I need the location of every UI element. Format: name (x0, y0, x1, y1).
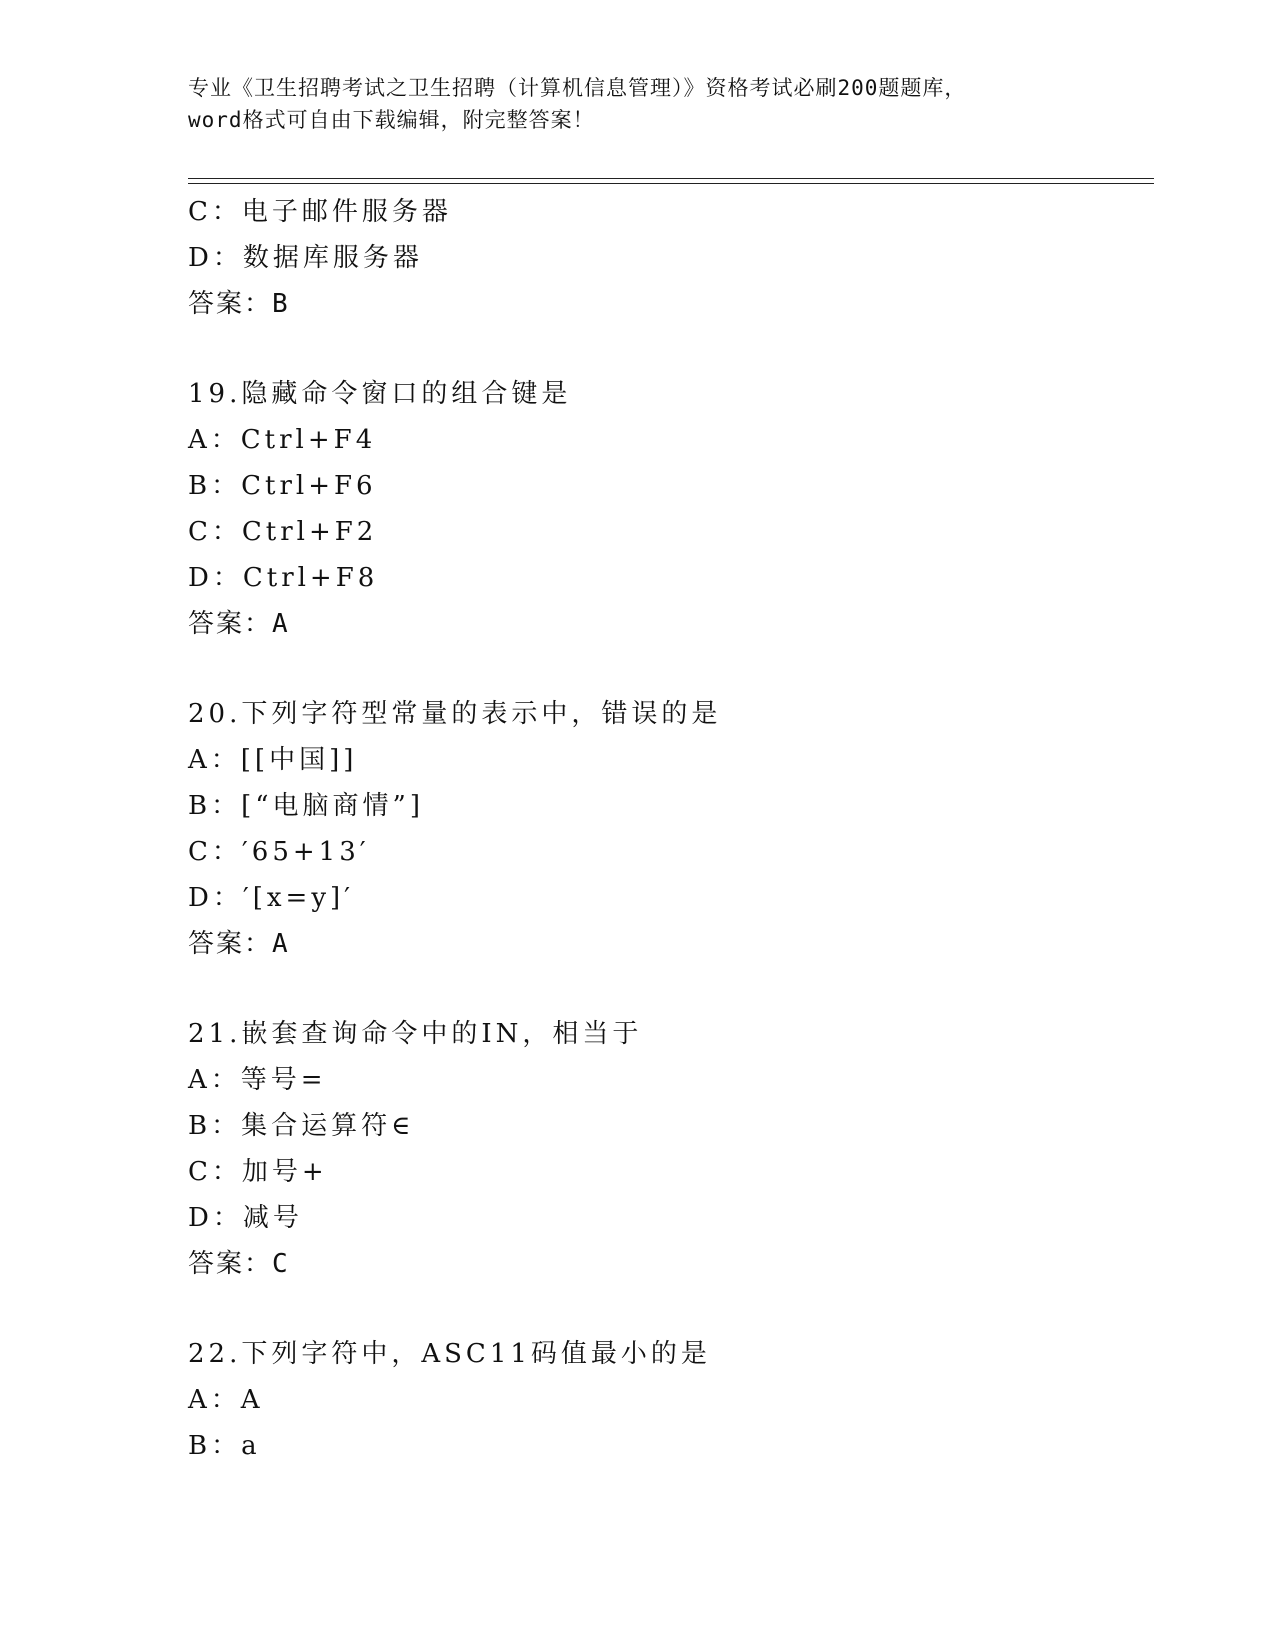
option-a: A：A (188, 1385, 264, 1415)
document-body (188, 189, 1138, 1469)
question-text: 20.下列字符型常量的表示中，错误的是 (188, 699, 722, 729)
header-line-1: 专业《卫生招聘考试之卫生招聘（计算机信息管理）》资格考试必刷200题题库， (188, 76, 967, 100)
option-a: A：[[中国]] (188, 745, 358, 775)
document-header (188, 72, 1088, 136)
option-a: A：等号= (188, 1065, 327, 1095)
header-divider-bottom (188, 183, 1154, 184)
option-d: D：Ctrl+F8 (188, 563, 379, 593)
question-20 (188, 691, 1138, 967)
answer-line: 答案：A (188, 929, 290, 959)
question-21 (188, 1011, 1138, 1287)
option-a: A：Ctrl+F4 (188, 425, 377, 455)
question-text: 19.隐藏命令窗口的组合键是 (188, 379, 572, 409)
question-22 (188, 1331, 1138, 1469)
question-text: 21.嵌套查询命令中的IN，相当于 (188, 1019, 643, 1049)
option-b: B：[“电脑商情”] (188, 791, 424, 821)
option-c: C：′65+13′ (188, 837, 370, 867)
question-19 (188, 371, 1138, 647)
answer-line: 答案：C (188, 1249, 290, 1279)
option-c: C：Ctrl+F2 (188, 517, 378, 547)
option-b: B：a (188, 1431, 261, 1461)
header-line-2: word格式可自由下载编辑，附完整答案！ (188, 108, 595, 132)
option-b: B：集合运算符∈ (188, 1111, 415, 1141)
option-d: D：′[x=y]′ (188, 883, 355, 913)
option-d: D：数据库服务器 (188, 243, 423, 273)
option-c: C：加号+ (188, 1157, 328, 1187)
option-b: B：Ctrl+F6 (188, 471, 377, 501)
option-c: C：电子邮件服务器 (188, 197, 452, 227)
option-d: D：减号 (188, 1203, 303, 1233)
previous-question-tail (188, 189, 1138, 327)
answer-line: 答案：A (188, 609, 290, 639)
answer-line: 答案：B (188, 289, 290, 319)
question-text: 22.下列字符中，ASC11码值最小的是 (188, 1339, 711, 1369)
header-divider-top (188, 178, 1154, 179)
